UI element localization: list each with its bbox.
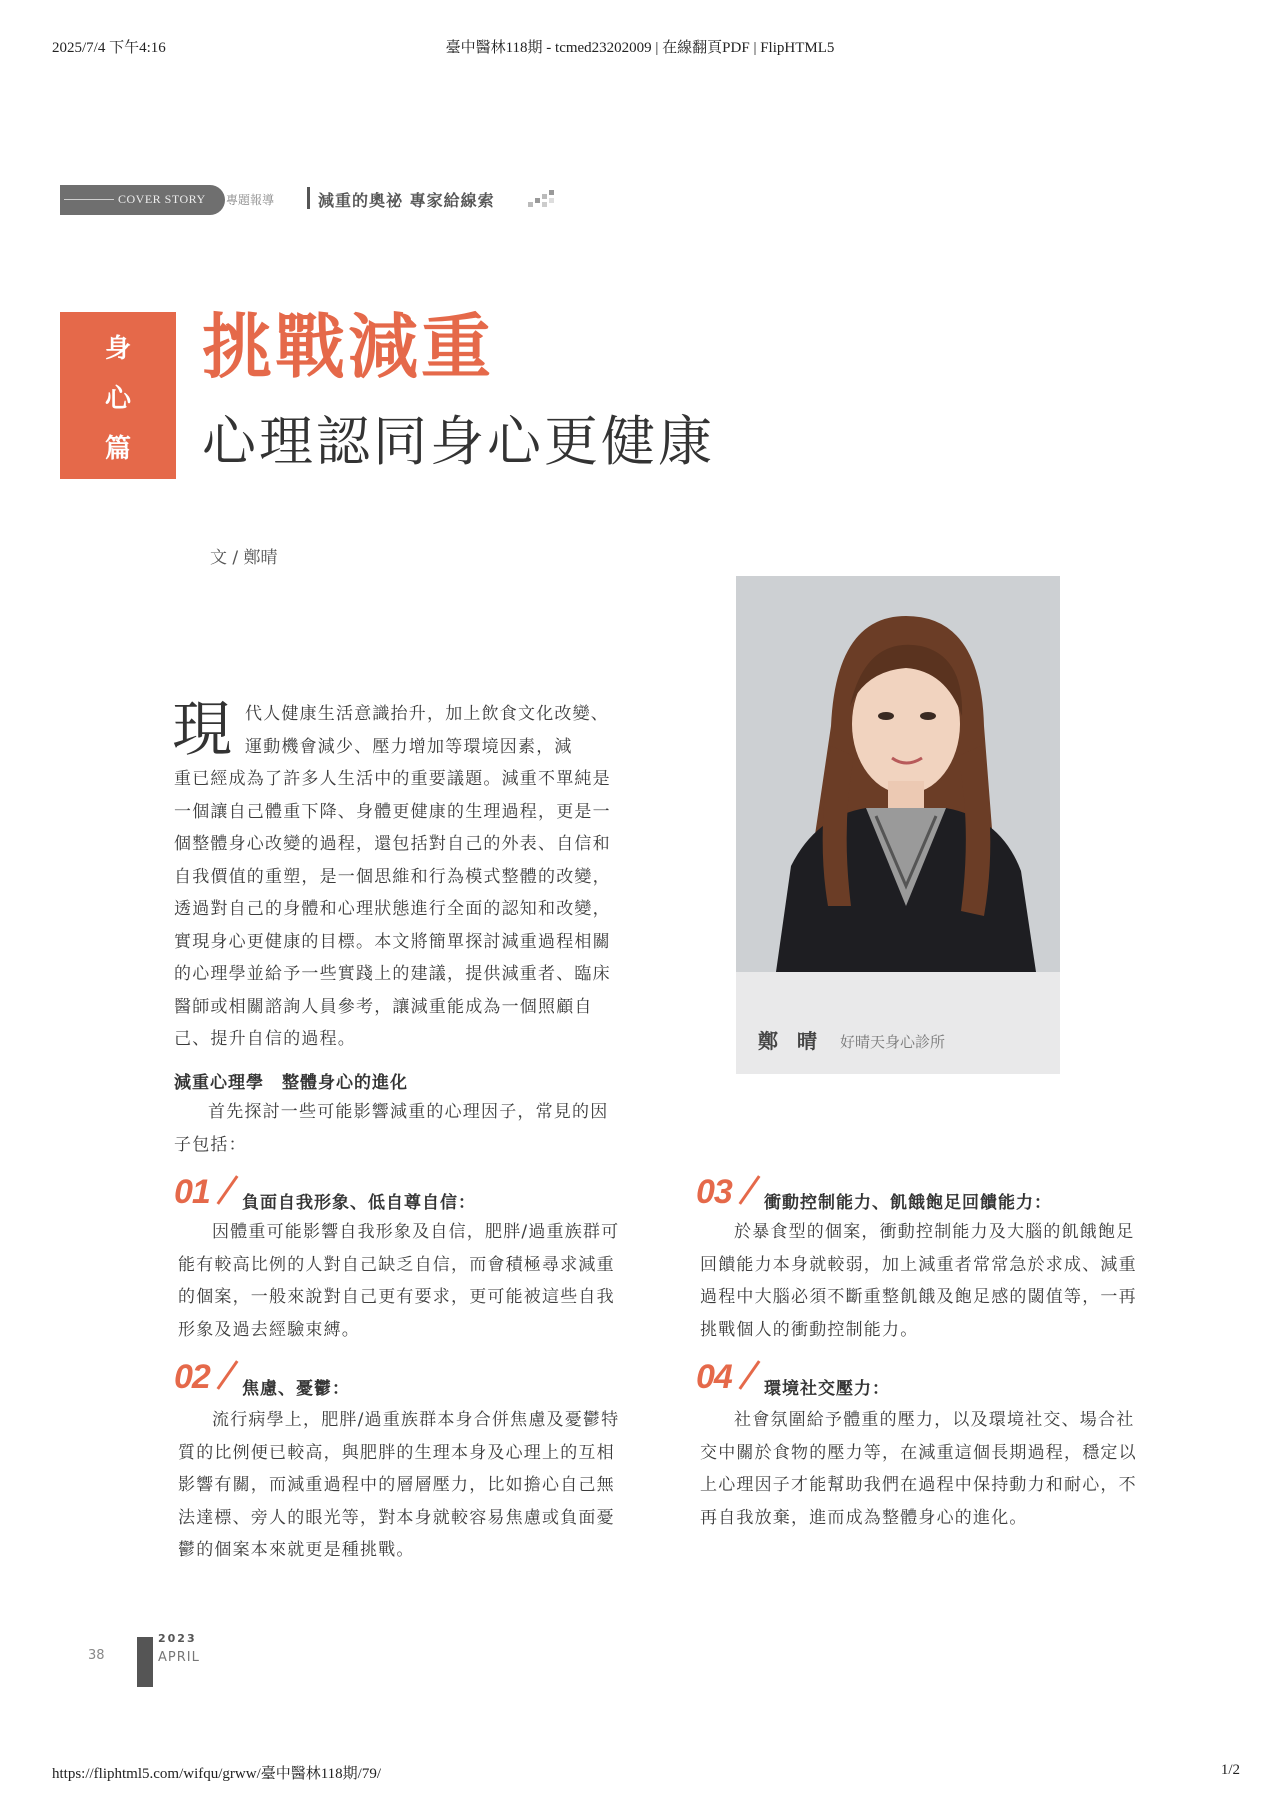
section-heading: 減重心理學 整體身心的進化: [174, 1073, 408, 1093]
cover-story-divider: [307, 187, 310, 209]
article-title: 挑戰減重: [202, 306, 494, 388]
number-slash: [217, 1175, 239, 1205]
item-title: 環境社交壓力：: [764, 1379, 890, 1399]
intro-paragraph-head: 代人健康生活意識抬升，加上飲食文化改變、運動機會減少、壓力增加等環境因素，減: [245, 704, 609, 757]
cover-story-headline: 減重的奧祕 專家給線索: [318, 191, 495, 210]
item-title: 衝動控制能力、飢餓飽足回饋能力：: [764, 1193, 1052, 1213]
item-number: 02: [174, 1358, 210, 1396]
number-slash: [739, 1175, 761, 1205]
author-clinic: 好晴天身心診所: [840, 1033, 946, 1051]
issue-year: 2023: [158, 1632, 197, 1645]
photo-caption-box: [736, 972, 1060, 1074]
number-slash: [217, 1360, 239, 1390]
article-subtitle: 心理認同身心更健康: [202, 410, 715, 473]
dots-decoration-icon: [528, 190, 558, 210]
cover-story-label: COVER STORY: [118, 192, 206, 206]
issue-month: APRIL: [158, 1650, 200, 1665]
author-name: 鄭 晴: [758, 1029, 823, 1053]
author-photo: [736, 576, 1060, 972]
byline: 文 / 鄭晴: [210, 548, 278, 568]
print-date: 2025/7/4 下午4:16: [52, 40, 166, 56]
item-body: 流行病學上，肥胖/過重族群本身合併焦慮及憂鬱特質的比例便已較高，與肥胖的生理本身及心理上的互相影響有關，而減重過程中的層層壓力，比如擔心自己無法達標、旁人的眼光等，對本身就較容易焦慮或負面憂鬱的個案本來就更是種挑戰。: [178, 1410, 620, 1560]
item-number: 01: [174, 1173, 210, 1211]
item-number: 04: [696, 1358, 732, 1396]
item-body: 社會氛圍給予體重的壓力，以及環境社交、場合社交中關於食物的壓力等，在減重這個長期過程，穩定以上心理因子才能幫助我們在過程中保持動力和耐心，不再自我放棄，進而成為整體身心的進化。: [700, 1410, 1137, 1528]
item-title: 焦慮、憂鬱：: [242, 1379, 350, 1399]
page-number: 38: [88, 1648, 105, 1663]
number-slash: [739, 1360, 761, 1390]
item-title: 負面自我形象、低自尊自信：: [242, 1193, 476, 1213]
item-body: 因體重可能影響自我形象及自信，肥胖/過重族群可能有較高比例的人對自己缺乏自信，而會積極尋求減重的個案，一般來說對自己更有要求，更可能被這些自我形象及過去經驗束縛。: [178, 1222, 620, 1340]
print-url: https://fliphtml5.com/wifqu/grww/臺中醫林118期/79/: [52, 1766, 382, 1782]
intro-paragraph: 重已經成為了許多人生活中的重要議題。減重不單純是一個讓自己體重下降、身體更健康的生理過程，更是一個整體身心改變的過程，還包括對自己的外表、自信和自我價值的重塑，是一個思維和行為模式整體的改變，透過對自己的身體和心理狀態進行全面的認知和改變，實現身心更健康的目標。本文將簡單探討減重過程相關的心理學並給予一些實踐上的建議，提供減重者、臨床醫師或相關諮詢人員參考，讓減重能成為一個照顧自己、提升自信的過程。: [174, 769, 611, 1049]
print-page-count: 1/2: [1220, 1762, 1240, 1778]
section-badge: [60, 312, 176, 479]
cover-story-sub: 專題報導: [226, 193, 275, 207]
cover-story-line: [64, 199, 114, 200]
item-body: 於暴食型的個案，衝動控制能力及大腦的飢餓飽足回饋能力本身就較弱，加上減重者常常急於求成、減重過程中大腦必須不斷重整飢餓及飽足感的閾值等，一再挑戰個人的衝動控制能力。: [700, 1222, 1137, 1340]
drop-cap: 現: [172, 695, 232, 765]
badge-char: 心: [104, 384, 131, 414]
badge-char: 身: [104, 334, 131, 364]
portrait-illustration: [736, 576, 1060, 972]
print-title: 臺中醫林118期 - tcmed23202009 | 在線翻頁PDF | FlipHTML5: [445, 40, 835, 56]
item-number: 03: [696, 1173, 732, 1211]
section-intro: 首先探討一些可能影響減重的心理因子，常見的因子包括：: [174, 1102, 609, 1155]
year-bar: [137, 1637, 153, 1687]
badge-char: 篇: [104, 434, 131, 464]
